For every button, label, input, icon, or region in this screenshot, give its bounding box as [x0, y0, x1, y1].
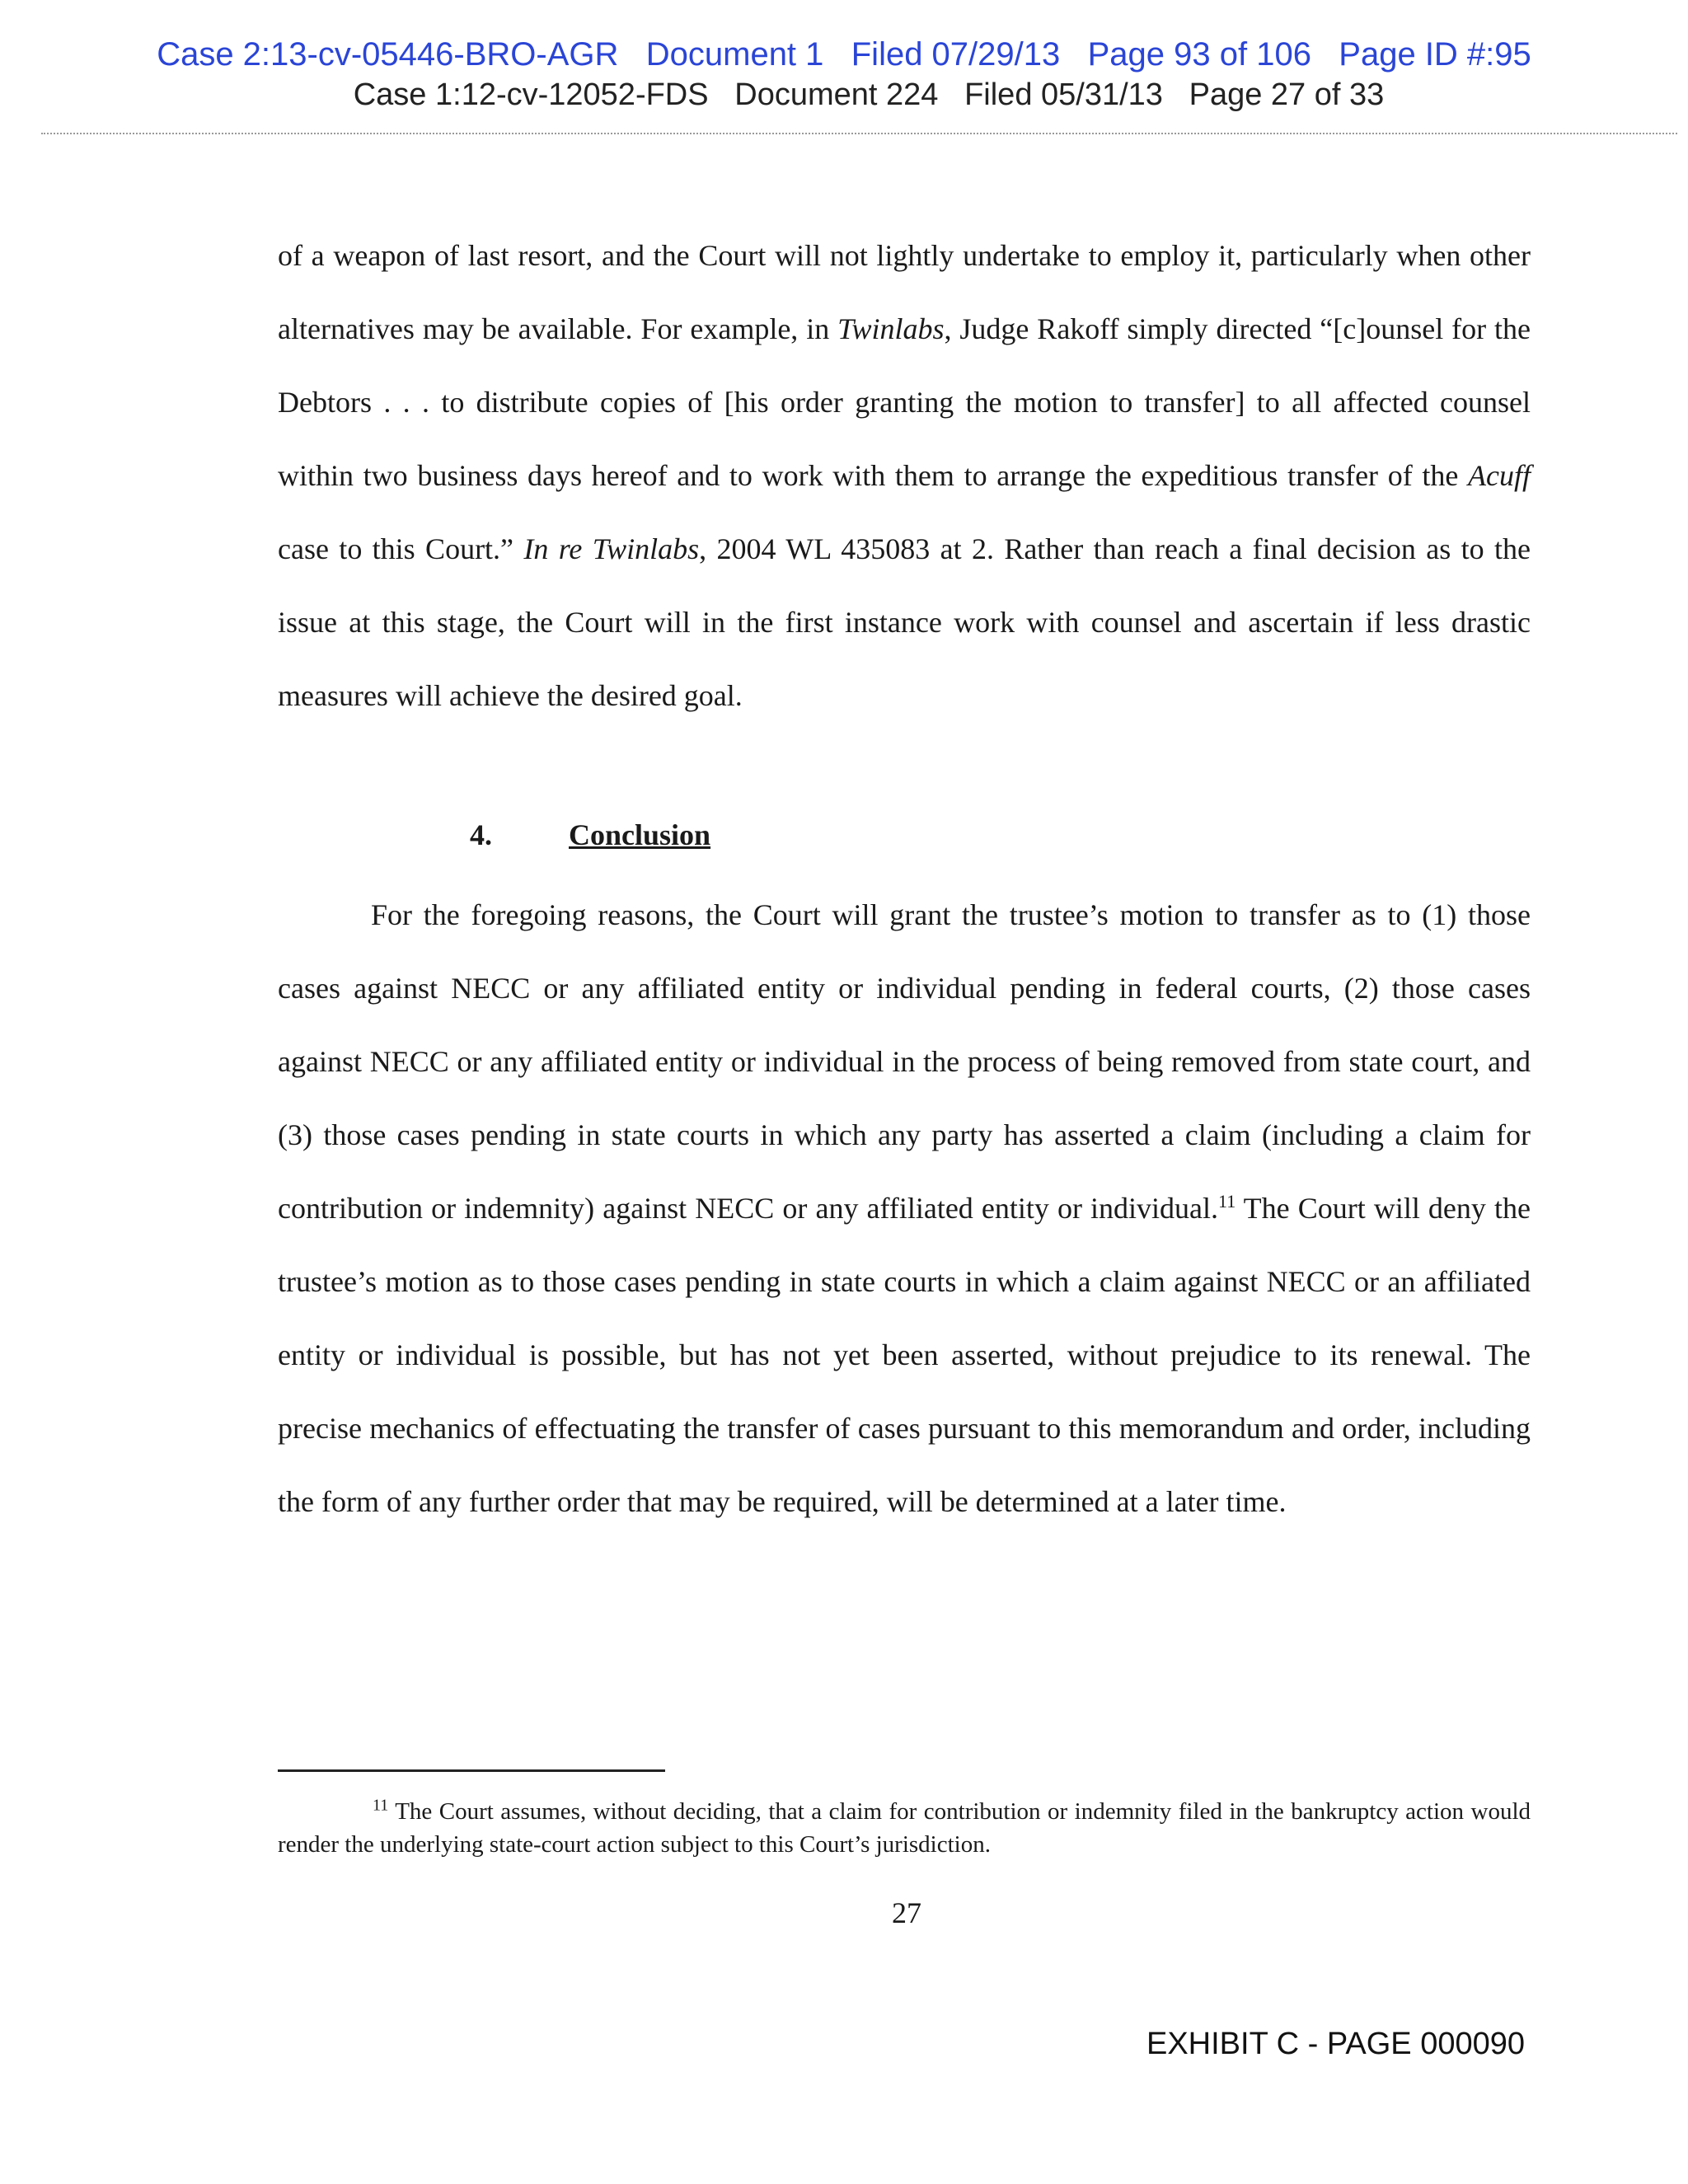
text-run: , Judge Rakoff simply directed “[c]ounsel for the Debtors . . . to distribute copies of [his order granting the motion to transfer] to all affected counsel within two business days hereof and to work with them to arrange the expeditious transfer of the	[278, 312, 1531, 492]
case-stamp: Case 1:12-cv-12052-FDS Document 224 Filed 05/31/13 Page 27 of 33	[353, 77, 1385, 112]
header-divider	[41, 133, 1677, 134]
paragraph-text	[278, 879, 1531, 1539]
paragraph-text	[278, 219, 1531, 733]
exhibit-label: EXHIBIT C - PAGE 000090	[1146, 2027, 1525, 2061]
footnote-marker: 11	[373, 1796, 389, 1815]
footnote	[278, 1795, 1531, 1861]
case-citation: Twinlabs	[837, 312, 945, 345]
paragraph-conclusion	[278, 879, 1531, 1539]
case-citation: In re Twinlabs	[523, 532, 700, 565]
text-run: of a weapon of last resort, and the Court will not lightly undertake to employ it, particularly when other alternatives may be available. For example, in	[278, 239, 1531, 345]
section-heading	[470, 814, 710, 855]
page-number: 27	[892, 1896, 921, 1929]
section-number: 4.	[470, 818, 492, 851]
text-run: case to this Court.”	[278, 532, 524, 565]
case-citation: Acuff	[1468, 459, 1531, 492]
section-title: Conclusion	[569, 818, 711, 851]
text-run: , 2004 WL 435083 at 2. Rather than reach a final decision as to the issue at this stage, the Court will in the first instance work with counsel and ascertain if less drastic measures will achieve the desired goal.	[278, 532, 1531, 712]
footnote-reference[interactable]: 11	[1218, 1191, 1236, 1212]
text-run: The Court will deny the trustee’s motion as to those cases pending in state courts in which a claim against NECC or an affiliated entity or individual is possible, but has not yet been asserted, without prejudice to its renewal. The precise mechanics of effectuating the transfer of cases pursuant to this memorandum and order, including the form of any further order that may be required, will be determined at a later time.	[278, 1192, 1531, 1518]
footnote-divider	[278, 1769, 665, 1772]
footnote-text: The Court assumes, without deciding, that a claim for contribution or indemnity filed in the bankruptcy action would render the underlying state-court action subject to this Court’s jurisdiction.	[278, 1798, 1531, 1858]
text-run: For the foregoing reasons, the Court will grant the trustee’s motion to transfer as to (1) those cases against NECC or any affiliated entity or individual pending in federal courts, (2) those cases against NECC or any affiliated entity or individual in the process of being removed from state court, and (3) those cases pending in state courts in which any party has asserted a claim (including a claim for contribution or indemnity) against NECC or any affiliated entity or individual.	[278, 898, 1531, 1225]
filing-stamp: Case 2:13-cv-05446-BRO-AGR Document 1 Filed 07/29/13 Page 93 of 106 Page ID #:95	[157, 36, 1531, 73]
paragraph-continued	[278, 219, 1531, 733]
